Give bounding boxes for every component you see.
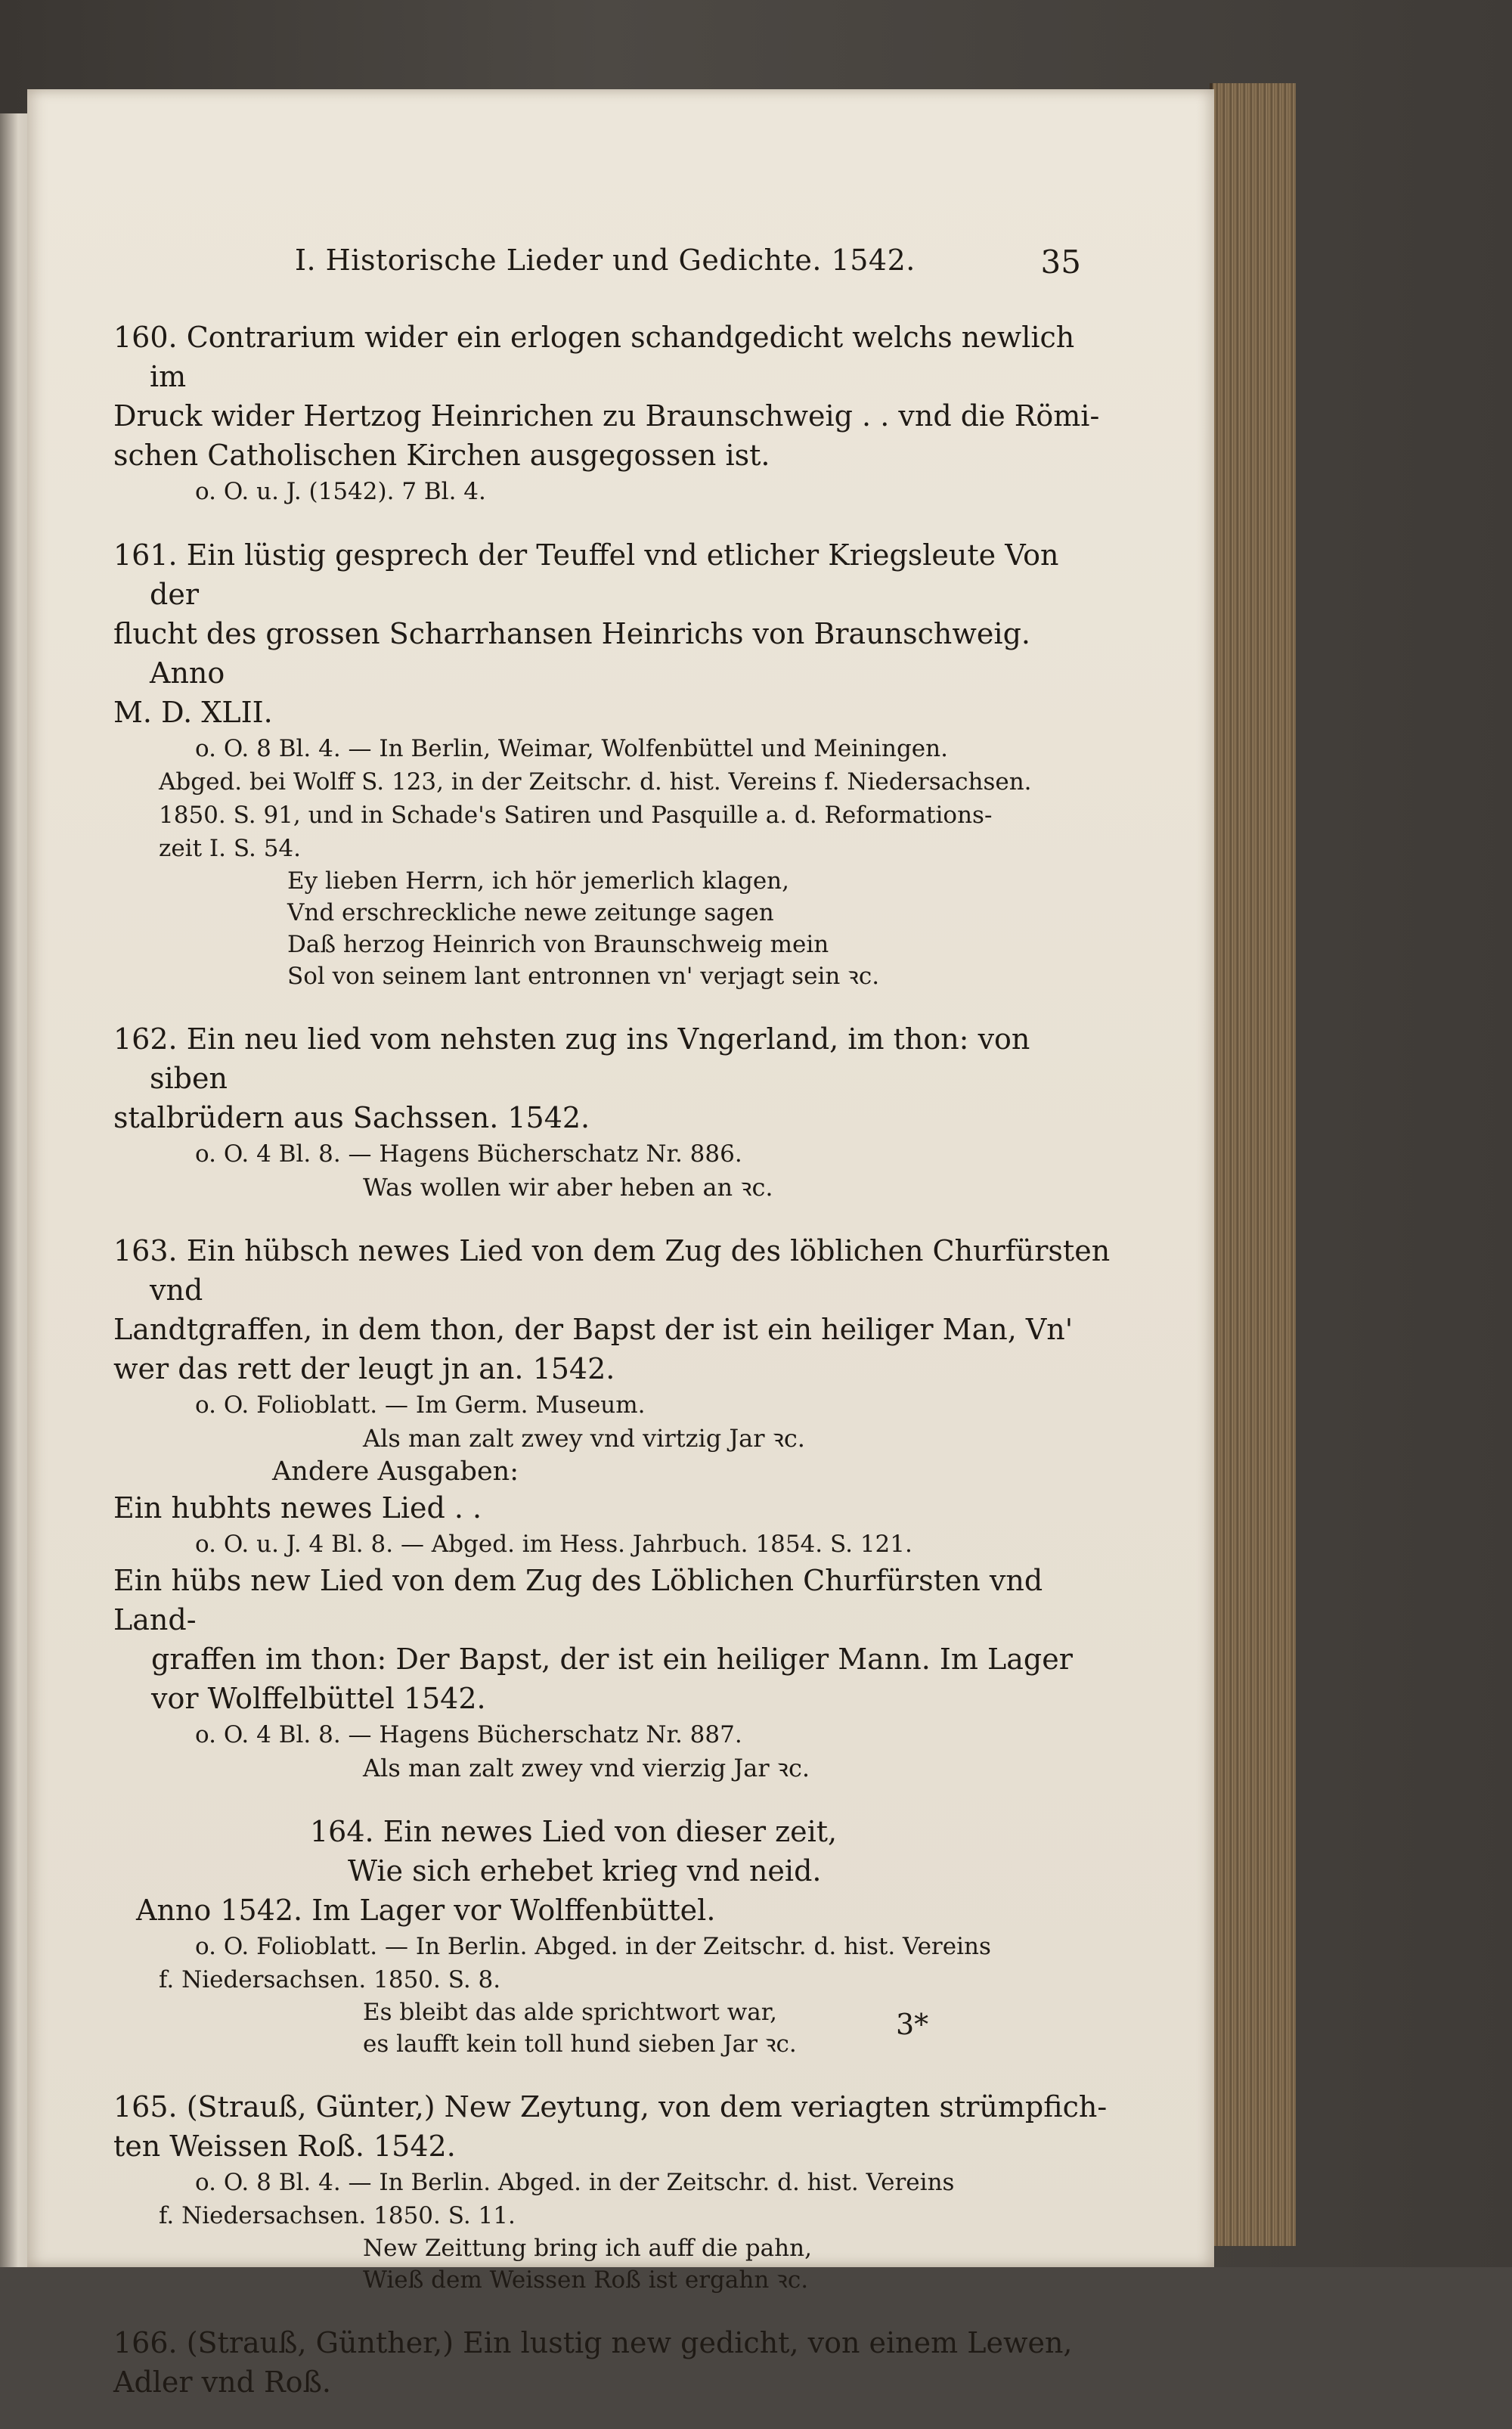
- entry-line: 166. (Strauß, Günther,) Ein lustig new gedicht, von einem Lewen,: [113, 2326, 1073, 2359]
- entry-reference: o. O. 8 Bl. 4. — In Berlin. Abged. in der Zeitschr. d. hist. Vereins: [195, 2169, 955, 2196]
- incipit-line: New Zeittung bring ich auff die pahn,: [363, 2235, 812, 2262]
- entry-line: Ein hübs new Lied von dem Zug des Löblichen Churfürsten vnd Land-: [113, 1564, 1043, 1636]
- entry-163: [113, 1231, 1111, 1785]
- incipit-line: Als man zalt zwey vnd virtzig Jar ꝛc.: [363, 1424, 805, 1453]
- entry-reference: zeit I. S. 54.: [159, 835, 301, 862]
- entry-line: stalbrüdern aus Sachssen. 1542.: [113, 1101, 590, 1134]
- entry-reference: 1850. S. 91, und in Schade's Satiren und Pasquille a. d. Reformations-: [159, 802, 993, 829]
- entry-164: [113, 1812, 1111, 2060]
- entry-reference: o. O. Folioblatt. — Im Germ. Museum.: [195, 1391, 646, 1419]
- entry-line: M. D. XLII.: [113, 696, 273, 729]
- entry-reference: f. Niedersachsen. 1850. S. 11.: [159, 2202, 516, 2229]
- entry-line: 160. Contrarium wider ein erlogen schandgedicht welchs newlich im: [113, 321, 1075, 393]
- incipit-line: Als man zalt zwey vnd vierzig Jar ꝛc.: [363, 1754, 810, 1782]
- signature-mark: 3*: [896, 2008, 929, 2041]
- entry-line: vor Wolffelbüttel 1542.: [151, 1682, 486, 1715]
- entry-160: [113, 318, 1111, 508]
- incipit-line: Vnd erschreckliche newe zeitunge sagen: [287, 899, 774, 926]
- other-editions-heading: Andere Ausgaben:: [272, 1456, 519, 1487]
- running-header: [295, 244, 1081, 281]
- entry-reference: o. O. 8 Bl. 4. — In Berlin, Weimar, Wolfenbüttel und Meiningen.: [195, 735, 948, 762]
- left-page-edge: [0, 113, 30, 2267]
- entry-166: [113, 2323, 1111, 2402]
- entry-line: 163. Ein hübsch newes Lied von dem Zug des löblichen Churfürsten vnd: [113, 1234, 1111, 1307]
- incipit-line: Ey lieben Herrn, ich hör jemerlich klagen,: [287, 867, 789, 895]
- book-fore-edge: [1210, 83, 1296, 2246]
- entry-line: Wie sich erhebet krieg vnd neid.: [348, 1854, 822, 1888]
- entry-reference: Abged. bei Wolff S. 123, in der Zeitschr. d. hist. Vereins f. Niedersachsen.: [159, 768, 1032, 796]
- incipit-line: es laufft kein toll hund sieben Jar ꝛc.: [363, 2030, 797, 2058]
- page-content: [113, 318, 1111, 2429]
- entry-line: 162. Ein neu lied vom nehsten zug ins Vngerland, im thon: von siben: [113, 1022, 1030, 1095]
- entry-line: flucht des grossen Scharrhansen Heinrichs von Braunschweig. Anno: [113, 617, 1030, 690]
- entry-line: ten Weissen Roß. 1542.: [113, 2130, 456, 2163]
- entry-reference: o. O. u. J. (1542). 7 Bl. 4.: [195, 478, 486, 505]
- entry-165: [113, 2087, 1111, 2296]
- incipit-line: Daß herzog Heinrich von Braunschweig mein: [287, 931, 829, 958]
- entry-reference: o. O. u. J. 4 Bl. 8. — Abged. im Hess. Jahrbuch. 1854. S. 121.: [195, 1531, 912, 1558]
- entry-line: Druck wider Hertzog Heinrichen zu Braunschweig . . vnd die Römi-: [113, 399, 1100, 433]
- entry-162: [113, 1019, 1111, 1204]
- entry-reference: o. O. Folioblatt. — In Berlin. Abged. in der Zeitschr. d. hist. Vereins: [195, 1933, 991, 1960]
- entry-line: wer das rett der leugt jn an. 1542.: [113, 1352, 615, 1385]
- entry-line: Landtgraffen, in dem thon, der Bapst der ist ein heiliger Man, Vn': [113, 1313, 1074, 1346]
- entry-line: Ein hubhts newes Lied . .: [113, 1491, 482, 1525]
- entry-reference: f. Niedersachsen. 1850. S. 8.: [159, 1966, 501, 1993]
- entry-line: 165. (Strauß, Günter,) New Zeytung, von dem veriagten strümpfich-: [113, 2090, 1108, 2123]
- incipit-line: Wieß dem Weissen Roß ist ergahn ꝛc.: [363, 2266, 809, 2294]
- entry-line: graffen im thon: Der Bapst, der ist ein heiliger Mann. Im Lager: [151, 1643, 1073, 1676]
- entry-line: 164. Ein newes Lied von dieser zeit,: [310, 1815, 838, 1848]
- entry-161: [113, 535, 1111, 992]
- entry-line: 161. Ein lüstig gesprech der Teuffel vnd etlicher Kriegsleute Von der: [113, 538, 1059, 611]
- entry-line: Anno 1542. Im Lager vor Wolffenbüttel.: [136, 1894, 716, 1927]
- entry-reference: o. O. 4 Bl. 8. — Hagens Bücherschatz Nr. 886.: [195, 1140, 742, 1168]
- entry-line: schen Catholischen Kirchen ausgegossen ist.: [113, 439, 770, 472]
- entry-reference: o. O. 4 Bl. 8. — Hagens Bücherschatz Nr. 887.: [195, 1721, 742, 1748]
- entry-line: Adler vnd Roß.: [113, 2365, 331, 2399]
- incipit-line: Es bleibt das alde sprichtwort war,: [363, 1999, 777, 2026]
- page-number: 35: [1040, 244, 1081, 281]
- incipit-line: Sol von seinem lant entronnen vn' verjagt sein ꝛc.: [287, 963, 880, 990]
- running-title: I. Historische Lieder und Gedichte. 1542.: [295, 244, 916, 277]
- incipit-line: Was wollen wir aber heben an ꝛc.: [363, 1173, 773, 1202]
